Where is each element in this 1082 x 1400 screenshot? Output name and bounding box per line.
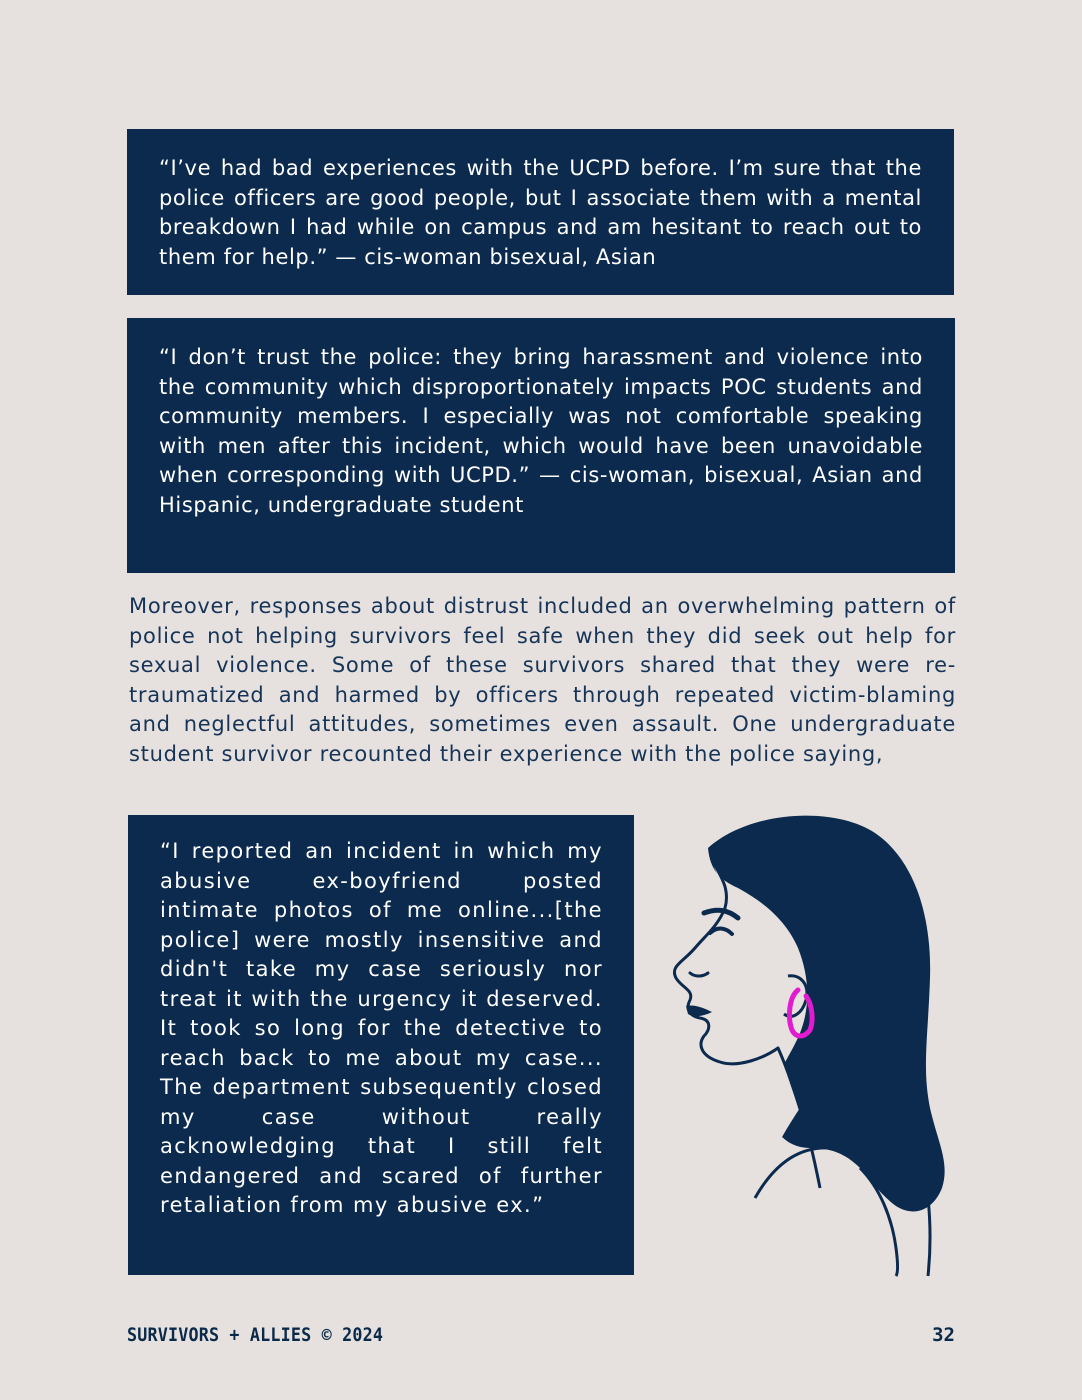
quote-box-police-distrust (127, 318, 955, 573)
page-number: 32 (932, 1324, 955, 1346)
woman-profile-illustration (660, 808, 960, 1283)
quote-text: “I reported an incident in which my abusive ex-boyfriend posted intimate photos of me online...[the police] were mostly insensitive and didn't take my case seriously nor treat it with the urgency it deserved. It took so long for the detective to reach back to me about my case... The department subsequently closed my case without really acknowledging that I still felt endangered and scared of further retaliation from my abusive ex.” (160, 839, 603, 1217)
quote-text: “I don’t trust the police: they bring harassment and violence into the community which disproportionately impacts POC students and community members. I especially was not comfortable speaking with men after this incident, which would have been unavoidable when corresponding with UCPD.” — cis-woman, bisexual, Asian and Hispanic, undergraduate student (159, 345, 923, 517)
quote-box-ucpd-experience (127, 129, 954, 295)
body-paragraph: Moreover, responses about distrust included an overwhelming pattern of police not helping survivors feel safe when they did seek out help for sexual violence. Some of these survivors shared that they were re-traumatized and harmed by officers through repeated victim-blaming and neglectful attitudes, sometimes even assault. One undergraduate student survivor recounted their experience with the police saying, (129, 594, 956, 766)
footer-copyright: SURVIVORS + ALLIES © 2024 (127, 1324, 384, 1346)
quote-text: “I’ve had bad experiences with the UCPD before. I’m sure that the police officers are good people, but I associate them with a mental breakdown I had while on campus and am hesitant to reach out to them for help.” — cis-woman bisexual, Asian (159, 156, 922, 269)
quote-box-reported-incident (128, 815, 634, 1275)
